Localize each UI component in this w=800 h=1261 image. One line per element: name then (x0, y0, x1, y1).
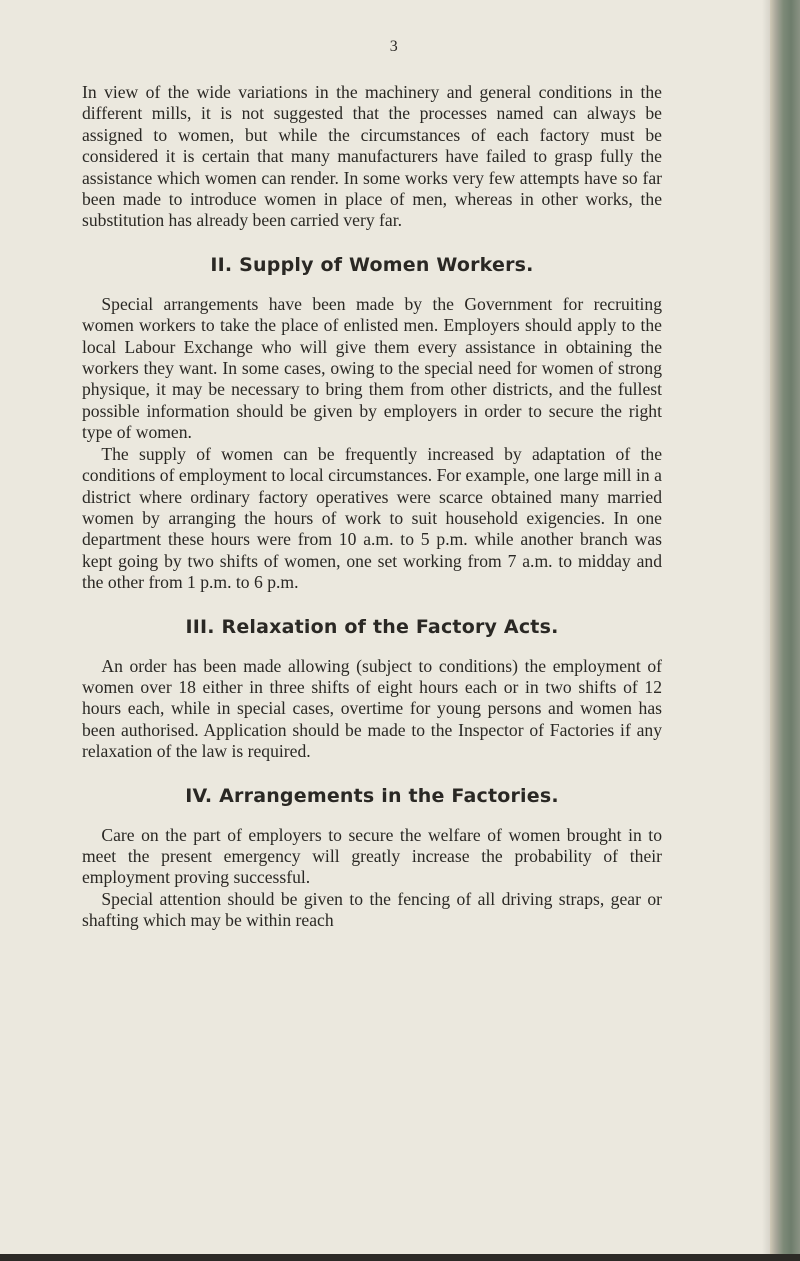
section-arrangements-in-factories (82, 785, 662, 932)
section-relaxation-of-factory-acts (82, 616, 662, 763)
paragraph: Special arrangements have been made by the Government for recruiting women workers to take the place of enlisted men. Employers should apply to the local Labour Exchange who will give them every assistance in obtaining the workers they want. In some cases, owing to the special need for women of strong physique, it may be necessary to bring them from other districts, and the fullest possible information should be given by employers in order to secure the right type of women. (82, 293, 662, 443)
section-heading: II. Supply of Women Workers. (210, 253, 534, 276)
paragraph: Special attention should be given to the fencing of all driving straps, gear or shafting which may be within reach (82, 888, 662, 931)
intro-paragraph: In view of the wide variations in the machinery and general conditions in the different mills, it is not suggested that the processes named can always be assigned to women, but while the circumstances of each factory must be considered it is certain that many manufacturers have failed to grasp fully the assistance which women can render. In some works very few attempts have so far been made to introduce women in place of men, whereas in other works, the substitution has already been carried very far. (82, 82, 662, 231)
section-supply-of-women-workers (82, 254, 662, 594)
paragraph: An order has been made allowing (subject to conditions) the employment of women over 18 either in three shifts of eight hours each or in two shifts of 12 hours each, while in special cases, overtime for young persons and women has been authorised. Application should be made to the Inspector of Factories if any relaxation of the law is required. (82, 655, 662, 762)
section-heading: IV. Arrangements in the Factories. (185, 784, 559, 807)
bottom-rule (0, 1254, 800, 1261)
page-number: 3 (389, 38, 398, 55)
page-content (82, 82, 662, 932)
section-heading: III. Relaxation of the Factory Acts. (185, 615, 559, 638)
book-edge (770, 0, 800, 1261)
paragraph: Care on the part of employers to secure the welfare of women brought in to meet the present emergency will greatly increase the probability of their employment proving successful. (82, 824, 662, 888)
paragraph: The supply of women can be frequently increased by adaptation of the conditions of employment to local circumstances. For example, one large mill in a district where ordinary factory operatives were scarce obtained many married women by arranging the hours of work to suit household exigencies. In one department these hours were from 10 a.m. to 5 p.m. while another branch was kept going by two shifts of women, one set working from 7 a.m. to midday and the other from 1 p.m. to 6 p.m. (82, 443, 662, 593)
